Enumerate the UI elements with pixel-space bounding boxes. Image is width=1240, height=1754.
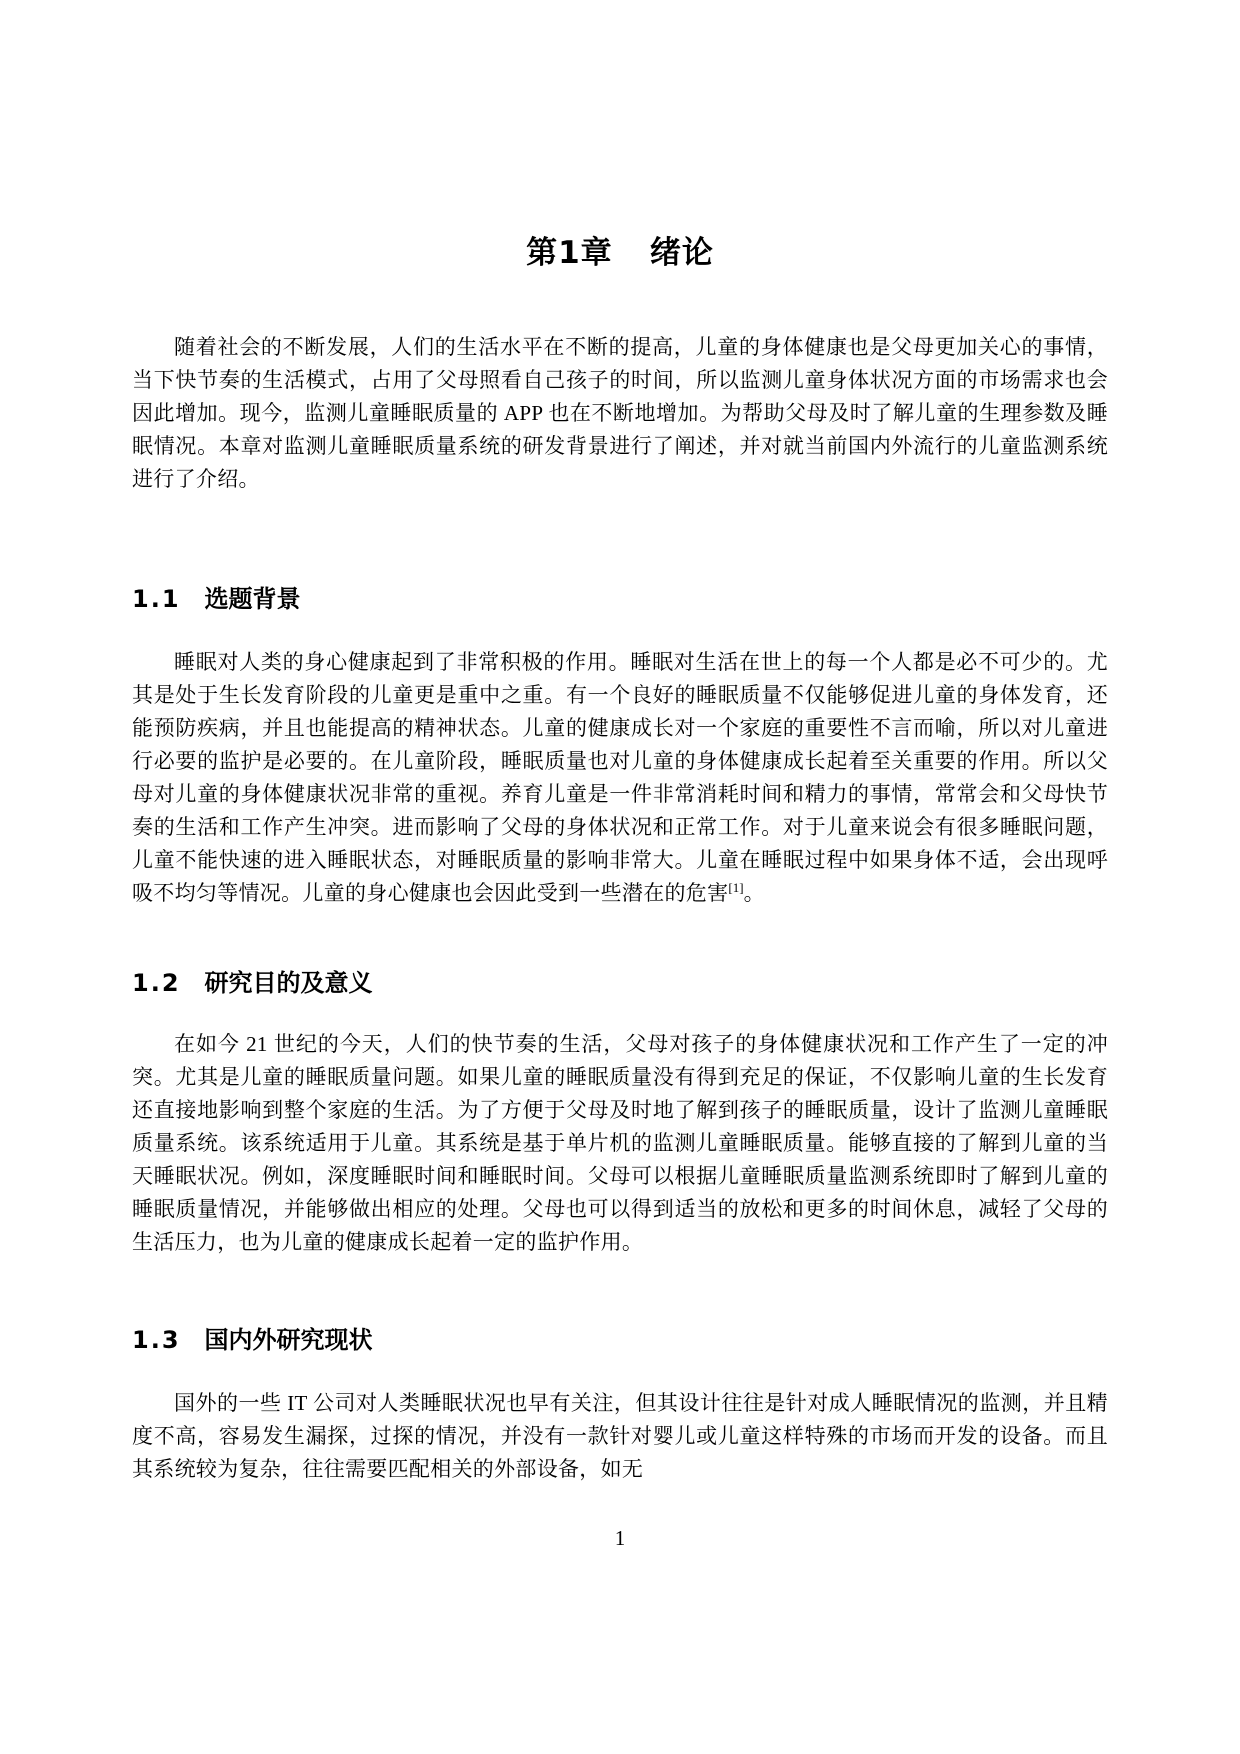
section-number-1-1: 1.1	[132, 585, 181, 613]
chapter-title	[132, 233, 1108, 273]
chapter-name: 绪论	[649, 235, 714, 271]
section-number-1-2: 1.2	[132, 969, 181, 997]
section-heading-1-3	[132, 1323, 1108, 1357]
citation-reference: [1]	[728, 880, 744, 895]
section-title-1-3: 国内外研究现状	[204, 1326, 373, 1354]
section-heading-1-2	[132, 966, 1108, 1000]
chapter-number: 第1章	[526, 235, 613, 271]
section-number-1-3: 1.3	[132, 1326, 181, 1354]
section-1-3-paragraph: 国外的一些 IT 公司对人类睡眠状况也早有关注，但其设计往往是针对成人睡眠情况的监测，并且精度不高，容易发生漏探，过探的情况，并没有一款针对婴儿或儿童这样特殊的市场而开发的设备。而且其系统较为复杂，往往需要匹配相关的外部设备，如无	[132, 1391, 1108, 1481]
section-heading-1-1	[132, 582, 1108, 616]
intro-paragraph: 随着社会的不断发展，人们的生活水平在不断的提高，儿童的身体健康也是父母更加关心的事情，当下快节奏的生活模式，占用了父母照看自己孩子的时间，所以监测儿童身体状况方面的市场需求也会因此增加。现今，监测儿童睡眠质量的 APP 也在不断地增加。为帮助父母及时了解儿童的生理参数及睡眠情况。本章对监测儿童睡眠质量系统的研发背景进行了阐述，并对就当前国内外流行的儿童监测系统进行了介绍。	[132, 335, 1108, 491]
section-title-1-1: 选题背景	[204, 585, 301, 613]
section-title-1-2: 研究目的及意义	[204, 969, 373, 997]
page-number: 1	[614, 1526, 626, 1550]
section-1-1-paragraph-tail: 。	[743, 881, 765, 905]
section-1-1-paragraph	[132, 646, 1108, 910]
section-1-1-paragraph-text: 睡眠对人类的身心健康起到了非常积极的作用。睡眠对生活在世上的每一个人都是必不可少的。尤其是处于生长发育阶段的儿童更是重中之重。有一个良好的睡眠质量不仅能够促进儿童的身体发育，还能预防疾病，并且也能提高的精神状态。儿童的健康成长对一个家庭的重要性不言而喻，所以对儿童进行必要的监护是必要的。在儿童阶段，睡眠质量也对儿童的身体健康成长起着至关重要的作用。所以父母对儿童的身体健康状况非常的重视。养育儿童是一件非常消耗时间和精力的事情，常常会和父母快节奏的生活和工作产生冲突。进而影响了父母的身体状况和正常工作。对于儿童来说会有很多睡眠问题，儿童不能快速的进入睡眠状态，对睡眠质量的影响非常大。儿童在睡眠过程中如果身体不适，会出现呼吸不均匀等情况。儿童的身心健康也会因此受到一些潜在的危害	[132, 650, 1108, 905]
section-1-2-paragraph: 在如今 21 世纪的今天，人们的快节奏的生活，父母对孩子的身体健康状况和工作产生了一定的冲突。尤其是儿童的睡眠质量问题。如果儿童的睡眠质量没有得到充足的保证，不仅影响儿童的生长发育还直接地影响到整个家庭的生活。为了方便于父母及时地了解到孩子的睡眠质量，设计了监测儿童睡眠质量系统。该系统适用于儿童。其系统是基于单片机的监测儿童睡眠质量。能够直接的了解到儿童的当天睡眠状况。例如，深度睡眠时间和睡眠时间。父母可以根据儿童睡眠质量监测系统即时了解到儿童的睡眠质量情况，并能够做出相应的处理。父母也可以得到适当的放松和更多的时间休息，减轻了父母的生活压力，也为儿童的健康成长起着一定的监护作用。	[132, 1032, 1108, 1254]
